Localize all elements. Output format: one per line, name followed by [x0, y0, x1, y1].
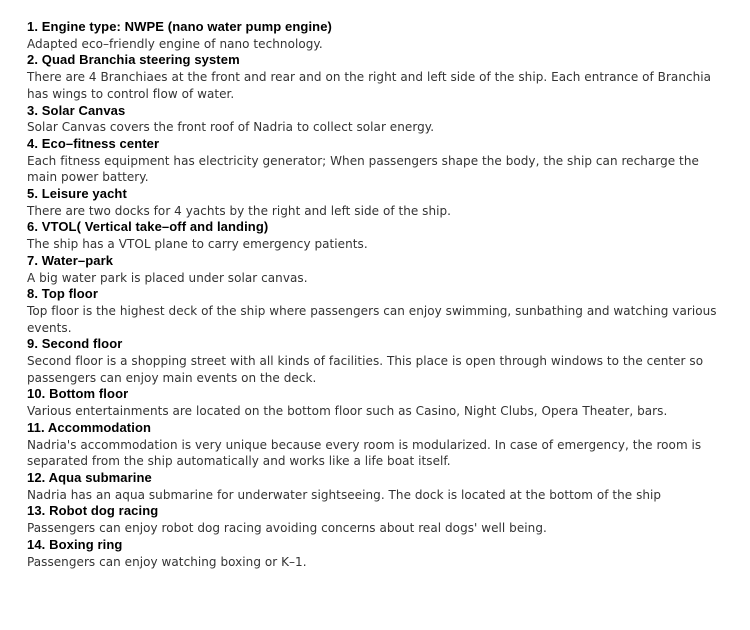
feature-item-leisure-yacht — [27, 186, 727, 219]
feature-description: Nadria's accommodation is very unique because every room is modularized. In case of emergency, the room is separated from the ship automatically and works like a life boat itself. — [27, 437, 702, 469]
feature-item-aqua-submarine — [27, 470, 727, 503]
feature-title: 10. Bottom floor — [27, 386, 129, 402]
feature-description: The ship has a VTOL plane to carry emergency patients. — [27, 237, 368, 252]
feature-description: Passengers can enjoy watching boxing or K–1. — [27, 554, 307, 569]
feature-title: 11. Accommodation — [27, 419, 152, 435]
feature-title: 12. Aqua submarine — [27, 469, 152, 485]
feature-title: 9. Second floor — [27, 336, 123, 352]
feature-title: 5. Leisure yacht — [27, 186, 127, 202]
feature-title: 6. VTOL( Vertical take–off and landing) — [27, 219, 269, 235]
feature-item-second-floor — [27, 336, 727, 386]
feature-description: There are two docks for 4 yachts by the right and left side of the ship. — [27, 203, 452, 218]
feature-item-engine-type — [27, 19, 727, 52]
feature-list — [27, 19, 727, 570]
feature-description: Top floor is the highest deck of the ship where passengers can enjoy swimming, sunbathing and watching various events. — [27, 303, 717, 335]
feature-title: 2. Quad Branchia steering system — [27, 52, 240, 68]
feature-item-water-park — [27, 253, 727, 286]
feature-title: 8. Top floor — [27, 286, 99, 302]
feature-item-steering-system — [27, 52, 727, 102]
feature-description: Second floor is a shopping street with all kinds of facilities. This place is open through windows to the center so passengers can enjoy main events on the deck. — [27, 354, 704, 385]
feature-item-accommodation — [27, 420, 727, 470]
feature-item-top-floor — [27, 286, 727, 336]
feature-description: Passengers can enjoy robot dog racing avoiding concerns about real dogs' well being. — [27, 521, 547, 536]
feature-item-robot-dog-racing — [27, 503, 727, 536]
feature-description: Various entertainments are located on the bottom floor such as Casino, Night Clubs, Opera Theater, bars. — [27, 404, 668, 419]
feature-title: 4. Eco–fitness center — [27, 135, 160, 151]
feature-description: Adapted eco–friendly engine of nano technology. — [27, 36, 323, 51]
feature-description: Solar Canvas covers the front roof of Nadria to collect solar energy. — [27, 120, 435, 135]
feature-title: 14. Boxing ring — [27, 536, 123, 552]
feature-item-solar-canvas — [27, 103, 727, 136]
feature-description: Nadria has an aqua submarine for underwater sightseeing. The dock is located at the bottom of the ship — [27, 487, 662, 502]
feature-item-boxing-ring — [27, 537, 727, 570]
feature-item-bottom-floor — [27, 386, 727, 419]
feature-description: There are 4 Branchiaes at the front and rear and on the right and left side of the ship. Each entrance of Branchia has wings to control flow of water. — [27, 70, 712, 101]
feature-title: 13. Robot dog racing — [27, 503, 159, 519]
feature-description: Each fitness equipment has electricity generator; When passengers shape the body, the ship can recharge the main power battery. — [27, 153, 699, 185]
feature-title: 7. Water–park — [27, 252, 114, 268]
feature-item-eco-fitness — [27, 136, 727, 186]
feature-item-vtol — [27, 219, 727, 252]
feature-title: 1. Engine type: NWPE (nano water pump engine) — [27, 19, 332, 34]
feature-title: 3. Solar Canvas — [27, 102, 126, 118]
feature-description: A big water park is placed under solar canvas. — [27, 270, 308, 285]
